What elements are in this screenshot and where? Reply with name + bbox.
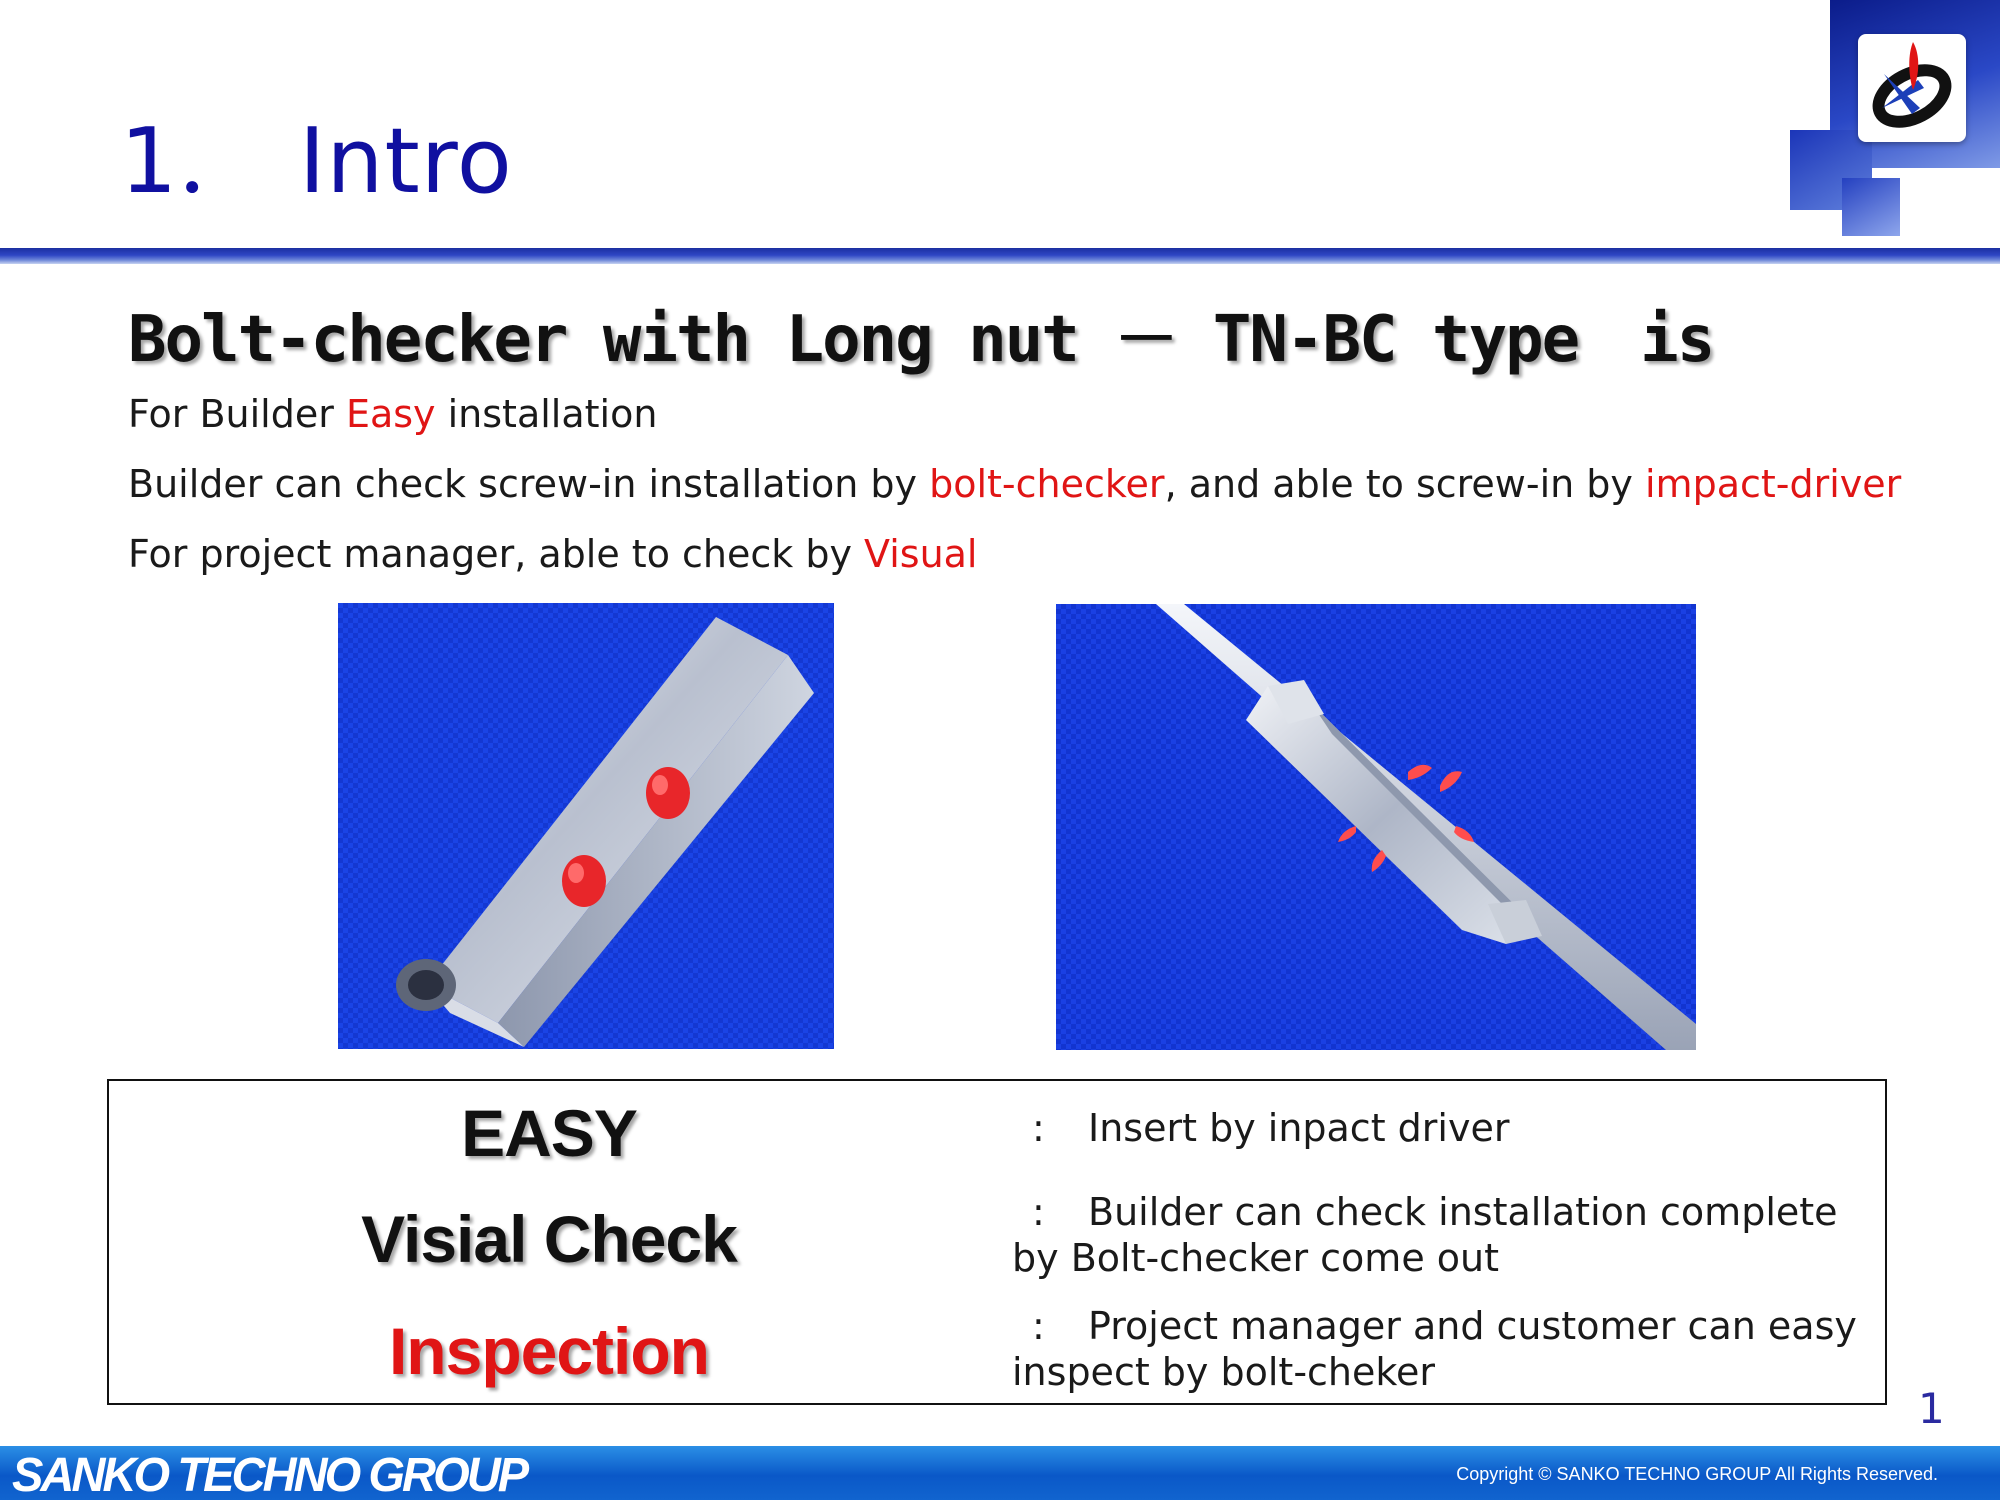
feature-desc-inspection: : Project manager and customer can easy inspect by bolt-cheker xyxy=(1012,1304,1857,1394)
bullet-bolt-checker: Builder can check screw-in installation by bolt-checker, and able to screw-in by impact-driver xyxy=(128,462,1902,506)
installed-long-nut-photo xyxy=(1056,604,1696,1050)
feature-desc-easy: : Insert by inpact driver xyxy=(1032,1106,1510,1150)
sanko-techno-logo-icon xyxy=(1858,34,1966,142)
bullet-visual-check: For project manager, able to check by Visual xyxy=(128,532,978,576)
page-number: 1 xyxy=(1918,1384,1945,1433)
feature-term-inspection: Inspection xyxy=(388,1314,710,1388)
feature-summary-box xyxy=(107,1079,1887,1405)
company-logo xyxy=(1790,0,2000,240)
slide-title: 1． Intro xyxy=(120,109,513,214)
bullet-builder-easy: For Builder Easy installation xyxy=(128,392,658,436)
footer-bar xyxy=(0,1446,2000,1500)
feature-term-easy: EASY xyxy=(461,1096,637,1170)
long-nut-photo xyxy=(338,603,834,1049)
footer-copyright: Copyright © SANKO TECHNO GROUP All Rights Reserved. xyxy=(1456,1464,1938,1484)
title-divider xyxy=(0,248,2000,264)
feature-term-visual-check: Visial Check xyxy=(361,1202,737,1276)
feature-desc-visual-check: : Builder can check installation complete by Bolt-checker come out xyxy=(1012,1190,1838,1280)
product-subtitle: Bolt-checker with Long nut － TN-BC type is xyxy=(128,303,1714,377)
footer-brand: SANKO TECHNO GROUP xyxy=(12,1449,527,1502)
